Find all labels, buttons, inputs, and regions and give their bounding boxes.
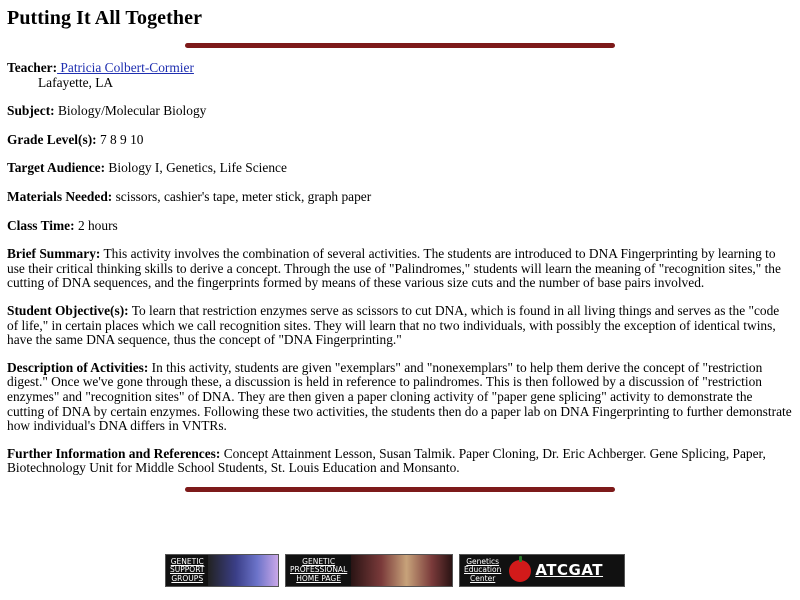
materials-value: scissors, cashier's tape, meter stick, graph paper: [112, 188, 372, 204]
teacher-label: Teacher:: [7, 60, 58, 75]
people-graphic-icon: [208, 555, 278, 586]
teacher-name-link[interactable]: Patricia Colbert-Cormier: [57, 60, 194, 75]
audience-field: [7, 161, 793, 176]
genetic-professional-banner[interactable]: [285, 554, 453, 587]
top-divider: [185, 43, 615, 48]
activities-field: [7, 361, 793, 434]
objectives-label: Student Objective(s):: [7, 302, 129, 318]
audience-value: Biology I, Genetics, Life Science: [105, 160, 287, 176]
objectives-value: To learn that restriction enzymes serve as scissors to cut DNA, which is found in all living things and serves as the "code of life," in certain places which we call recognition sites. They will learn that no two individuals, with possibly the exception of identical twins, have the same DNA sequence, thus the concept of "DNA Fingerprinting.": [7, 302, 780, 348]
summary-field: [7, 247, 793, 291]
subject-field: [7, 104, 793, 119]
genetics-education-center-text: Genetics Education Center: [464, 557, 502, 583]
banner-links: [165, 554, 625, 587]
grade-value: 7 8 9 10: [96, 131, 144, 147]
apple-icon: [509, 560, 531, 582]
teacher-location: Lafayette, LA: [38, 74, 114, 90]
summary-label: Brief Summary:: [7, 246, 101, 262]
genetic-support-groups-text: GENETIC SUPPORT GROUPS: [170, 557, 205, 583]
references-label: Further Information and References:: [7, 445, 221, 461]
subject-label: Subject:: [7, 103, 55, 119]
genetic-professional-text: GENETIC PROFESSIONAL HOME PAGE: [290, 557, 348, 583]
objectives-field: [7, 304, 793, 348]
references-value: Concept Attainment Lesson, Susan Talmik. Paper Cloning, Dr. Eric Achberger. Gene Splicing, Paper, Biotechnology Unit for Middle School Students, St. Louis Education and Monsanto.: [7, 445, 766, 476]
genetics-education-center-banner[interactable]: [459, 554, 625, 587]
materials-field: [7, 190, 793, 205]
grade-field: [7, 133, 793, 148]
audience-label: Target Audience:: [7, 160, 106, 176]
dna-helix-icon: [351, 555, 452, 586]
summary-value: This activity involves the combination of several activities. The students are introduced to DNA Fingerprinting by learning to use their critical thinking skills to derive a concept. Through the use of "Palindromes," students will learn the meaning of "recognition sites," the cutting of DNA sequences, and the fingerprints formed by means of these various size cuts and the number of base pairs involved.: [7, 246, 781, 291]
atcgat-logo-text: ATCGAT: [535, 561, 604, 580]
class-time-value: 2 hours: [74, 217, 118, 233]
bottom-divider: [185, 487, 615, 492]
grade-label: Grade Level(s):: [7, 131, 97, 147]
class-time-label: Class Time:: [7, 217, 75, 233]
teacher-field: [7, 61, 793, 76]
genetic-support-groups-banner[interactable]: [165, 554, 279, 587]
materials-label: Materials Needed:: [7, 188, 113, 204]
subject-value: Biology/Molecular Biology: [54, 103, 207, 119]
lesson-page: [7, 6, 793, 492]
activities-value: In this activity, students are given "exemplars" and "nonexemplars" to help them derive the concept of "restriction digest." Once we've gone through these, a discussion is held in reference to palindromes. This is then followed by a discussion of "restriction enzymes" and "recognition sites" of DNA. They are then given a paper cloning activity of "paper gene splicing" activity to demonstrate the cutting of DNA by certain enzymes. Following these two activities, the students then do a paper lab on DNA Fingerprinting to further demonstrate how individual's DNA differs in VNTRs.: [7, 359, 792, 434]
class-time-field: [7, 219, 793, 234]
activities-label: Description of Activities:: [7, 359, 149, 375]
references-field: [7, 447, 793, 476]
page-title: Putting It All Together: [7, 7, 203, 29]
